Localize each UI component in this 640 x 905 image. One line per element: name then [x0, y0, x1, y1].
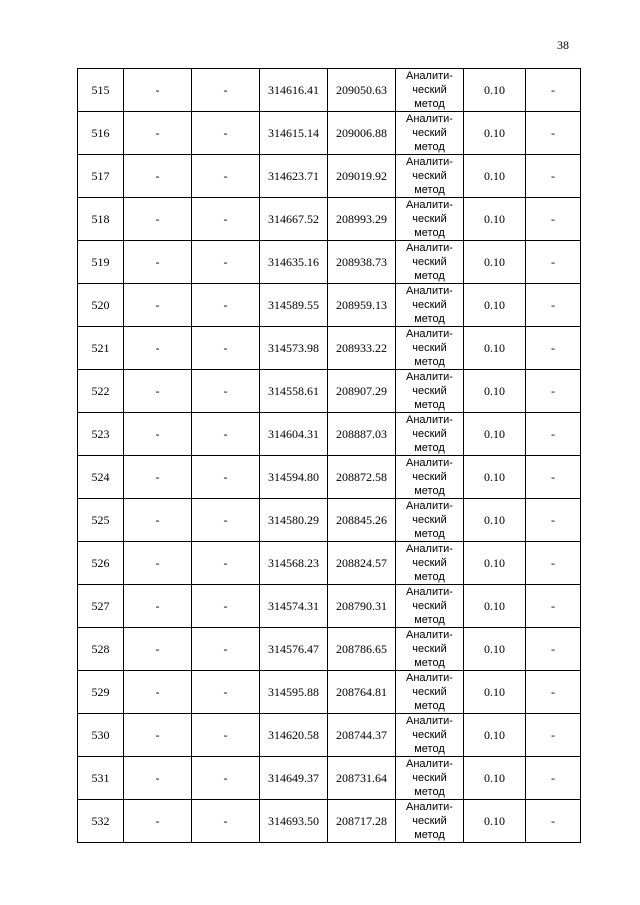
point-number-cell: 531	[78, 757, 124, 800]
method-line-2: ческий	[412, 686, 447, 698]
empty-cell-2: -	[192, 241, 260, 284]
table-row	[78, 284, 581, 327]
empty-cell-7: -	[526, 413, 581, 456]
method-line-1: Аналити-	[406, 586, 453, 598]
method-line-1: Аналити-	[406, 70, 453, 82]
method-line-3: метод	[414, 786, 445, 798]
empty-cell-1: -	[124, 112, 192, 155]
method-line-3: метод	[414, 356, 445, 368]
empty-cell-1: -	[124, 542, 192, 585]
method-cell	[396, 499, 464, 542]
empty-cell-7: -	[526, 671, 581, 714]
method-line-1: Аналити-	[406, 328, 453, 340]
empty-cell-1: -	[124, 284, 192, 327]
method-line-3: метод	[414, 442, 445, 454]
method-line-2: ческий	[412, 772, 447, 784]
empty-cell-2: -	[192, 628, 260, 671]
empty-cell-2: -	[192, 456, 260, 499]
empty-cell-7: -	[526, 456, 581, 499]
table-row	[78, 327, 581, 370]
point-number-cell: 526	[78, 542, 124, 585]
method-line-1: Аналити-	[406, 457, 453, 469]
empty-cell-1: -	[124, 499, 192, 542]
method-line-3: метод	[414, 829, 445, 841]
accuracy-cell: 0.10	[464, 585, 526, 628]
empty-cell-1: -	[124, 327, 192, 370]
y-coordinate-cell: 208933.22	[328, 327, 396, 370]
method-cell	[396, 542, 464, 585]
method-line-2: ческий	[412, 600, 447, 612]
method-line-1: Аналити-	[406, 629, 453, 641]
method-line-2: ческий	[412, 643, 447, 655]
point-number-cell: 515	[78, 69, 124, 112]
y-coordinate-cell: 209019.92	[328, 155, 396, 198]
method-cell	[396, 284, 464, 327]
point-number-cell: 523	[78, 413, 124, 456]
method-line-2: ческий	[412, 299, 447, 311]
table-row	[78, 456, 581, 499]
x-coordinate-cell: 314635.16	[260, 241, 328, 284]
empty-cell-1: -	[124, 198, 192, 241]
point-number-cell: 520	[78, 284, 124, 327]
method-line-3: метод	[414, 184, 445, 196]
empty-cell-1: -	[124, 413, 192, 456]
method-cell	[396, 241, 464, 284]
method-line-2: ческий	[412, 471, 447, 483]
empty-cell-7: -	[526, 714, 581, 757]
accuracy-cell: 0.10	[464, 69, 526, 112]
accuracy-cell: 0.10	[464, 327, 526, 370]
method-cell	[396, 671, 464, 714]
empty-cell-1: -	[124, 671, 192, 714]
method-line-3: метод	[414, 657, 445, 669]
point-number-cell: 518	[78, 198, 124, 241]
x-coordinate-cell: 314595.88	[260, 671, 328, 714]
empty-cell-2: -	[192, 413, 260, 456]
method-line-2: ческий	[412, 729, 447, 741]
table-row	[78, 800, 581, 843]
y-coordinate-cell: 208790.31	[328, 585, 396, 628]
point-number-cell: 527	[78, 585, 124, 628]
accuracy-cell: 0.10	[464, 800, 526, 843]
empty-cell-2: -	[192, 542, 260, 585]
x-coordinate-cell: 314667.52	[260, 198, 328, 241]
method-cell	[396, 757, 464, 800]
y-coordinate-cell: 208938.73	[328, 241, 396, 284]
method-line-3: метод	[414, 399, 445, 411]
x-coordinate-cell: 314594.80	[260, 456, 328, 499]
point-number-cell: 524	[78, 456, 124, 499]
y-coordinate-cell: 208764.81	[328, 671, 396, 714]
method-line-1: Аналити-	[406, 199, 453, 211]
method-cell	[396, 800, 464, 843]
x-coordinate-cell: 314615.14	[260, 112, 328, 155]
method-line-3: метод	[414, 313, 445, 325]
table-row	[78, 155, 581, 198]
point-number-cell: 529	[78, 671, 124, 714]
x-coordinate-cell: 314574.31	[260, 585, 328, 628]
method-cell	[396, 198, 464, 241]
method-line-2: ческий	[412, 170, 447, 182]
empty-cell-2: -	[192, 714, 260, 757]
x-coordinate-cell: 314604.31	[260, 413, 328, 456]
method-line-1: Аналити-	[406, 715, 453, 727]
method-line-3: метод	[414, 614, 445, 626]
table-row	[78, 499, 581, 542]
method-line-2: ческий	[412, 815, 447, 827]
accuracy-cell: 0.10	[464, 499, 526, 542]
accuracy-cell: 0.10	[464, 456, 526, 499]
method-cell	[396, 456, 464, 499]
method-line-1: Аналити-	[406, 414, 453, 426]
x-coordinate-cell: 314573.98	[260, 327, 328, 370]
method-line-2: ческий	[412, 342, 447, 354]
empty-cell-1: -	[124, 800, 192, 843]
empty-cell-1: -	[124, 370, 192, 413]
x-coordinate-cell: 314693.50	[260, 800, 328, 843]
empty-cell-7: -	[526, 370, 581, 413]
empty-cell-2: -	[192, 671, 260, 714]
empty-cell-7: -	[526, 628, 581, 671]
method-line-1: Аналити-	[406, 543, 453, 555]
point-number-cell: 530	[78, 714, 124, 757]
page-number: 38	[557, 38, 569, 52]
accuracy-cell: 0.10	[464, 413, 526, 456]
point-number-cell: 525	[78, 499, 124, 542]
empty-cell-7: -	[526, 284, 581, 327]
method-line-3: метод	[414, 485, 445, 497]
method-cell	[396, 69, 464, 112]
method-line-3: метод	[414, 270, 445, 282]
method-line-1: Аналити-	[406, 242, 453, 254]
y-coordinate-cell: 208845.26	[328, 499, 396, 542]
method-cell	[396, 628, 464, 671]
x-coordinate-cell: 314568.23	[260, 542, 328, 585]
empty-cell-1: -	[124, 69, 192, 112]
empty-cell-7: -	[526, 800, 581, 843]
method-line-2: ческий	[412, 84, 447, 96]
empty-cell-2: -	[192, 327, 260, 370]
empty-cell-7: -	[526, 585, 581, 628]
table-row	[78, 757, 581, 800]
empty-cell-7: -	[526, 757, 581, 800]
point-number-cell: 519	[78, 241, 124, 284]
method-line-3: метод	[414, 98, 445, 110]
x-coordinate-cell: 314649.37	[260, 757, 328, 800]
empty-cell-7: -	[526, 327, 581, 370]
y-coordinate-cell: 208872.58	[328, 456, 396, 499]
table-row	[78, 413, 581, 456]
method-cell	[396, 585, 464, 628]
method-line-1: Аналити-	[406, 801, 453, 813]
empty-cell-1: -	[124, 456, 192, 499]
empty-cell-2: -	[192, 370, 260, 413]
method-cell	[396, 327, 464, 370]
empty-cell-7: -	[526, 112, 581, 155]
empty-cell-1: -	[124, 241, 192, 284]
method-line-1: Аналити-	[406, 758, 453, 770]
table-row	[78, 370, 581, 413]
x-coordinate-cell: 314580.29	[260, 499, 328, 542]
empty-cell-1: -	[124, 628, 192, 671]
accuracy-cell: 0.10	[464, 284, 526, 327]
empty-cell-2: -	[192, 198, 260, 241]
method-line-1: Аналити-	[406, 371, 453, 383]
accuracy-cell: 0.10	[464, 542, 526, 585]
empty-cell-1: -	[124, 585, 192, 628]
empty-cell-2: -	[192, 284, 260, 327]
table-row	[78, 542, 581, 585]
table-row	[78, 112, 581, 155]
table-row	[78, 241, 581, 284]
table-row	[78, 671, 581, 714]
table-row	[78, 198, 581, 241]
method-line-3: метод	[414, 227, 445, 239]
point-number-cell: 528	[78, 628, 124, 671]
y-coordinate-cell: 208744.37	[328, 714, 396, 757]
x-coordinate-cell: 314558.61	[260, 370, 328, 413]
coordinates-table	[77, 68, 581, 843]
method-line-2: ческий	[412, 213, 447, 225]
accuracy-cell: 0.10	[464, 628, 526, 671]
empty-cell-7: -	[526, 198, 581, 241]
accuracy-cell: 0.10	[464, 112, 526, 155]
accuracy-cell: 0.10	[464, 671, 526, 714]
method-line-1: Аналити-	[406, 113, 453, 125]
x-coordinate-cell: 314620.58	[260, 714, 328, 757]
x-coordinate-cell: 314576.47	[260, 628, 328, 671]
accuracy-cell: 0.10	[464, 714, 526, 757]
method-line-1: Аналити-	[406, 500, 453, 512]
y-coordinate-cell: 208959.13	[328, 284, 396, 327]
empty-cell-2: -	[192, 499, 260, 542]
method-line-3: метод	[414, 528, 445, 540]
method-cell	[396, 112, 464, 155]
accuracy-cell: 0.10	[464, 198, 526, 241]
method-cell	[396, 413, 464, 456]
empty-cell-1: -	[124, 757, 192, 800]
method-line-1: Аналити-	[406, 156, 453, 168]
point-number-cell: 517	[78, 155, 124, 198]
method-line-1: Аналити-	[406, 672, 453, 684]
method-line-3: метод	[414, 700, 445, 712]
table-row	[78, 69, 581, 112]
y-coordinate-cell: 208731.64	[328, 757, 396, 800]
method-line-2: ческий	[412, 428, 447, 440]
empty-cell-2: -	[192, 69, 260, 112]
method-line-2: ческий	[412, 557, 447, 569]
empty-cell-7: -	[526, 241, 581, 284]
accuracy-cell: 0.10	[464, 757, 526, 800]
accuracy-cell: 0.10	[464, 241, 526, 284]
table-body	[78, 69, 581, 843]
method-line-3: метод	[414, 743, 445, 755]
y-coordinate-cell: 208993.29	[328, 198, 396, 241]
y-coordinate-cell: 209050.63	[328, 69, 396, 112]
empty-cell-7: -	[526, 155, 581, 198]
table-row	[78, 714, 581, 757]
point-number-cell: 522	[78, 370, 124, 413]
point-number-cell: 516	[78, 112, 124, 155]
method-cell	[396, 155, 464, 198]
empty-cell-1: -	[124, 155, 192, 198]
table-row	[78, 585, 581, 628]
method-cell	[396, 714, 464, 757]
accuracy-cell: 0.10	[464, 155, 526, 198]
empty-cell-2: -	[192, 757, 260, 800]
point-number-cell: 521	[78, 327, 124, 370]
method-line-3: метод	[414, 141, 445, 153]
empty-cell-7: -	[526, 542, 581, 585]
method-line-1: Аналити-	[406, 285, 453, 297]
y-coordinate-cell: 208907.29	[328, 370, 396, 413]
y-coordinate-cell: 208717.28	[328, 800, 396, 843]
point-number-cell: 532	[78, 800, 124, 843]
empty-cell-2: -	[192, 155, 260, 198]
empty-cell-2: -	[192, 585, 260, 628]
method-line-2: ческий	[412, 256, 447, 268]
method-line-3: метод	[414, 571, 445, 583]
method-cell	[396, 370, 464, 413]
method-line-2: ческий	[412, 385, 447, 397]
y-coordinate-cell: 209006.88	[328, 112, 396, 155]
table-row	[78, 628, 581, 671]
empty-cell-7: -	[526, 69, 581, 112]
empty-cell-2: -	[192, 800, 260, 843]
accuracy-cell: 0.10	[464, 370, 526, 413]
x-coordinate-cell: 314623.71	[260, 155, 328, 198]
y-coordinate-cell: 208824.57	[328, 542, 396, 585]
x-coordinate-cell: 314616.41	[260, 69, 328, 112]
method-line-2: ческий	[412, 127, 447, 139]
empty-cell-2: -	[192, 112, 260, 155]
y-coordinate-cell: 208887.03	[328, 413, 396, 456]
y-coordinate-cell: 208786.65	[328, 628, 396, 671]
x-coordinate-cell: 314589.55	[260, 284, 328, 327]
method-line-2: ческий	[412, 514, 447, 526]
empty-cell-1: -	[124, 714, 192, 757]
empty-cell-7: -	[526, 499, 581, 542]
